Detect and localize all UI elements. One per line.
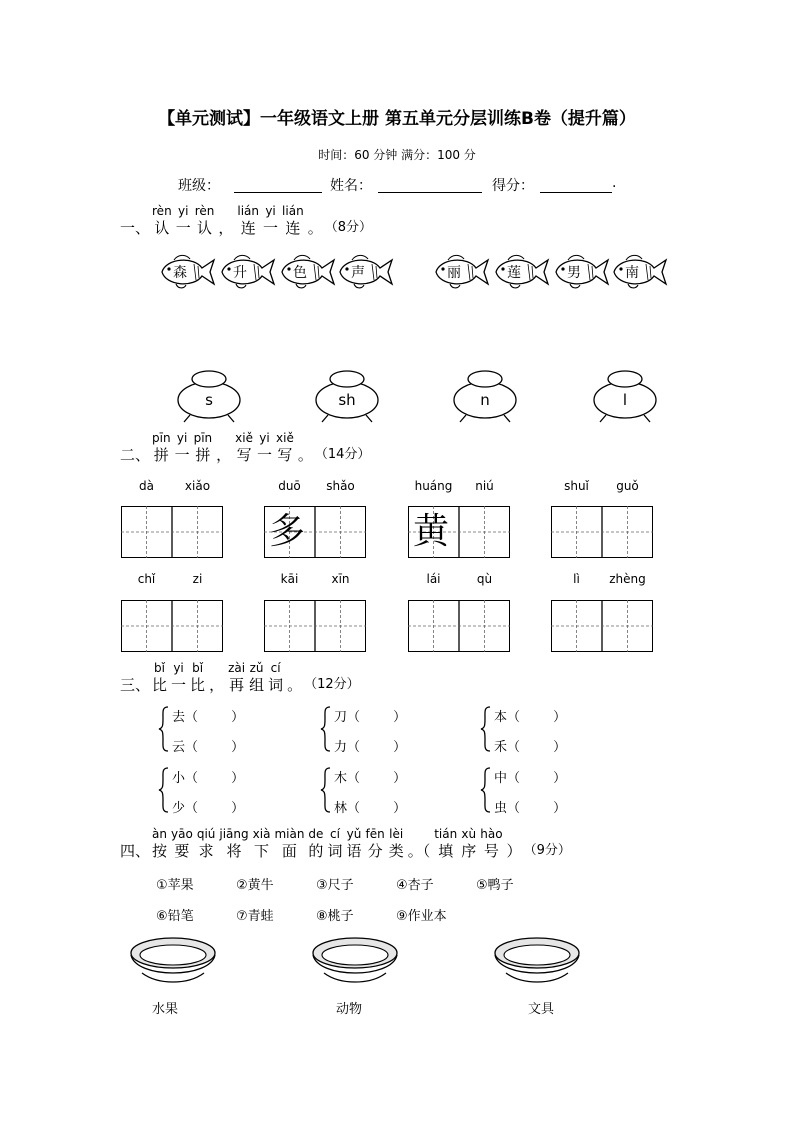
pair-line xyxy=(172,797,244,816)
word-item[interactable]: ⑥铅笔 xyxy=(156,909,194,924)
heading-char: 号 xyxy=(483,842,499,860)
pinyin-syllable: pīn xyxy=(152,431,171,445)
heading-char: 一 xyxy=(257,446,273,464)
fish-card[interactable] xyxy=(276,250,338,294)
fish-character: 莲 xyxy=(507,265,521,281)
fish-card[interactable] xyxy=(216,250,278,294)
heading-char: 拼 xyxy=(195,446,211,464)
heading-char: 词 xyxy=(327,842,343,860)
bowl-icon xyxy=(492,933,582,987)
answer-paren[interactable]: （ ） xyxy=(347,801,407,816)
fish-card[interactable] xyxy=(608,250,670,294)
pinyin-syllable: yi xyxy=(173,661,184,675)
pair-line xyxy=(494,736,566,755)
pair-char: 林 xyxy=(334,801,348,816)
section-4-heading xyxy=(120,826,571,860)
category-label: 文具 xyxy=(528,1002,555,1017)
pinyin-syllable: hào xyxy=(480,827,503,841)
pinyin-syllable: tián xyxy=(434,827,458,841)
class-label: 班级： xyxy=(178,178,220,194)
grid-pinyin: huáng xyxy=(414,479,453,493)
pinyin-syllable: cí xyxy=(270,661,281,675)
section-number: 一、 xyxy=(120,219,151,237)
pinyin-syllable: xià xyxy=(252,827,271,841)
fish-icon xyxy=(550,250,612,294)
pot-card[interactable] xyxy=(592,368,658,424)
heading-char: 一 xyxy=(175,219,191,237)
writing-grid[interactable] xyxy=(551,506,653,558)
pair-line xyxy=(334,706,406,725)
pinyin-syllable: yi xyxy=(177,204,189,218)
pinyin-syllable: xù xyxy=(461,827,477,841)
answer-paren[interactable]: （ ） xyxy=(507,771,567,786)
word-item[interactable]: ⑧桃子 xyxy=(316,909,354,924)
name-label: 姓名： xyxy=(330,178,372,194)
grid-lines xyxy=(408,600,510,652)
heading-char: 认 xyxy=(154,219,170,237)
pair-char: 木 xyxy=(334,771,348,786)
grid-pinyin: xiǎo xyxy=(184,479,211,493)
pinyin-syllable: rèn xyxy=(194,204,215,218)
answer-paren[interactable]: （ ） xyxy=(185,740,245,755)
section-score: （12分） xyxy=(304,677,360,692)
heading-char: 要 xyxy=(174,842,190,860)
word-item[interactable]: ⑦青蛙 xyxy=(236,909,274,924)
fish-icon xyxy=(334,250,396,294)
grid-lines xyxy=(551,600,653,652)
answer-paren[interactable]: （ ） xyxy=(507,740,567,755)
grid-pinyin: shuǐ xyxy=(564,479,589,493)
heading-char: 再 xyxy=(229,676,245,694)
answer-paren[interactable]: （ ） xyxy=(347,710,407,725)
page-subtitle: 时间：60 分钟 满分：100 分 xyxy=(318,148,476,162)
pair-char: 虫 xyxy=(494,801,508,816)
brace-icon xyxy=(480,706,492,752)
grid-pinyin: chǐ xyxy=(137,572,156,586)
page-title: 【单元测试】一年级语文上册 第五单元分层训练B卷（提升篇） xyxy=(158,109,636,129)
writing-grid[interactable] xyxy=(121,506,223,558)
pinyin-syllable: yi xyxy=(259,431,270,445)
class-blank[interactable] xyxy=(234,176,322,193)
word-item[interactable]: ①苹果 xyxy=(156,878,194,893)
heading-char: ， xyxy=(216,446,232,464)
heading-char: 。 xyxy=(297,446,313,464)
writing-grid[interactable] xyxy=(408,506,510,558)
heading-char: 将 xyxy=(226,842,242,860)
word-item[interactable]: ③尺子 xyxy=(316,878,354,893)
section-2-heading xyxy=(120,430,370,464)
brace-icon xyxy=(320,767,332,813)
grid-pinyin: zi xyxy=(192,572,203,586)
name-blank[interactable] xyxy=(378,176,482,193)
pair-line xyxy=(172,767,244,786)
fish-character: 南 xyxy=(625,265,639,281)
pair-char: 小 xyxy=(172,771,186,786)
grid-lines xyxy=(121,506,223,558)
pair-line xyxy=(334,797,406,816)
word-item[interactable]: ②黄牛 xyxy=(236,878,274,893)
fish-icon xyxy=(430,250,492,294)
fish-card[interactable] xyxy=(334,250,396,294)
pinyin-syllable: rèn xyxy=(152,204,172,218)
fish-icon xyxy=(276,250,338,294)
grid-pinyin: lái xyxy=(426,572,441,586)
heading-char: 比 xyxy=(190,676,206,694)
writing-grid[interactable] xyxy=(264,600,366,652)
info-end: . xyxy=(612,175,617,191)
initial-label: s xyxy=(205,391,213,409)
section-number: 二、 xyxy=(120,446,151,464)
fish-card[interactable] xyxy=(550,250,612,294)
heading-char: 一 xyxy=(171,676,187,694)
pair-char: 少 xyxy=(172,801,186,816)
grid-pinyin: kāi xyxy=(280,572,299,586)
answer-paren[interactable]: （ ） xyxy=(347,771,407,786)
fish-character: 声 xyxy=(351,265,365,281)
pinyin-syllable: bǐ xyxy=(192,661,204,675)
grid-pinyin: duō xyxy=(278,479,301,493)
pair-char: 本 xyxy=(494,710,508,725)
heading-char: 一 xyxy=(263,219,279,237)
answer-paren[interactable]: （ ） xyxy=(347,740,407,755)
pinyin-syllable: lián xyxy=(237,204,260,218)
pair-line xyxy=(334,736,406,755)
pinyin-syllable: cí xyxy=(329,827,340,841)
answer-paren[interactable]: （ ） xyxy=(185,771,245,786)
heading-char: ） xyxy=(506,842,522,860)
score-blank[interactable] xyxy=(540,176,612,193)
initial-label: n xyxy=(480,391,490,409)
word-item[interactable]: ④杏子 xyxy=(396,878,434,893)
heading-char: 连 xyxy=(285,219,301,237)
pair-line xyxy=(172,706,244,725)
pair-char: 云 xyxy=(172,740,186,755)
fish-character: 色 xyxy=(293,265,307,281)
heading-char: 求 xyxy=(198,842,214,860)
heading-char: 拼 xyxy=(153,446,169,464)
grid-pinyin: niú xyxy=(475,479,494,493)
section-score: （9分） xyxy=(523,843,571,858)
heading-char: 按 xyxy=(152,842,168,860)
pair-char: 去 xyxy=(172,710,186,725)
answer-paren[interactable]: （ ） xyxy=(185,801,245,816)
section-score: （14分） xyxy=(314,447,371,462)
pair-line xyxy=(494,767,566,786)
pinyin-syllable: xiě xyxy=(276,431,294,445)
writing-grid[interactable] xyxy=(264,506,366,558)
category-label: 动物 xyxy=(336,1002,363,1017)
initial-label: l xyxy=(622,391,628,409)
grid-pinyin: qù xyxy=(476,572,493,586)
grid-lines xyxy=(121,600,223,652)
grid-pinyin: dà xyxy=(139,479,154,493)
heading-char: 。 xyxy=(287,676,303,694)
heading-char: 词 xyxy=(268,676,284,694)
fish-character: 丽 xyxy=(447,265,461,281)
heading-char: 一 xyxy=(174,446,190,464)
heading-char: 语 xyxy=(346,842,362,860)
grid-pinyin: shǎo xyxy=(326,479,355,493)
category-label: 水果 xyxy=(152,1002,179,1017)
fish-icon xyxy=(156,250,218,294)
category-bowl[interactable] xyxy=(128,933,218,987)
word-item[interactable]: ⑤鸭子 xyxy=(476,878,514,893)
heading-char: 填 xyxy=(438,842,454,860)
pinyin-syllable: de xyxy=(308,827,324,841)
pinyin-syllable: yāo xyxy=(171,827,193,841)
pinyin-syllable: àn xyxy=(152,827,167,841)
pinyin-syllable: xiě xyxy=(235,431,253,445)
pair-char: 禾 xyxy=(494,740,508,755)
pair-char: 中 xyxy=(494,771,508,786)
heading-char: 比 xyxy=(152,676,168,694)
fish-icon xyxy=(216,250,278,294)
word-item[interactable]: ⑨作业本 xyxy=(396,909,447,924)
fish-card[interactable] xyxy=(490,250,552,294)
answer-paren[interactable]: （ ） xyxy=(185,710,245,725)
heading-char: ， xyxy=(218,219,234,237)
category-bowl[interactable] xyxy=(492,933,582,987)
fish-character: 升 xyxy=(233,265,247,281)
fish-character: 森 xyxy=(173,265,187,281)
section-number: 三、 xyxy=(120,676,151,694)
heading-char: ， xyxy=(209,676,225,694)
grid-character: 黄 xyxy=(413,511,450,552)
writing-grid[interactable] xyxy=(121,600,223,652)
brace-icon xyxy=(158,706,170,752)
pair-line xyxy=(334,767,406,786)
pot-card[interactable] xyxy=(314,368,380,424)
pinyin-syllable: fēn xyxy=(365,827,385,841)
heading-char: 组 xyxy=(249,676,265,694)
heading-char: 下 xyxy=(254,842,270,860)
pair-line xyxy=(494,706,566,725)
section-number: 四、 xyxy=(120,842,151,860)
fish-character: 男 xyxy=(567,265,581,281)
pinyin-syllable: yi xyxy=(176,431,188,445)
heading-char: 认 xyxy=(197,219,213,237)
answer-paren[interactable]: （ ） xyxy=(507,710,567,725)
heading-char: 类 xyxy=(388,842,404,860)
heading-char: 。 xyxy=(307,219,323,237)
heading-char: 写 xyxy=(277,446,293,464)
heading-char: 连 xyxy=(240,219,256,237)
heading-char: 写 xyxy=(236,446,252,464)
brace-icon xyxy=(480,767,492,813)
pinyin-syllable: pīn xyxy=(193,431,213,445)
pinyin-syllable: yǔ xyxy=(346,827,362,841)
writing-grid[interactable] xyxy=(551,600,653,652)
pinyin-syllable: jiāng xyxy=(219,827,249,841)
pair-char: 刀 xyxy=(334,710,348,725)
initial-label: sh xyxy=(338,391,356,409)
fish-card[interactable] xyxy=(430,250,492,294)
pinyin-syllable: miàn xyxy=(274,827,305,841)
pinyin-syllable: lèi xyxy=(389,827,404,841)
pinyin-syllable: qiú xyxy=(196,827,216,841)
pinyin-syllable: zǔ xyxy=(249,661,264,675)
grid-lines xyxy=(551,506,653,558)
bowl-icon xyxy=(310,933,400,987)
category-bowl[interactable] xyxy=(310,933,400,987)
fish-icon xyxy=(608,250,670,294)
score-label: 得分： xyxy=(492,178,534,194)
grid-pinyin: lì xyxy=(573,572,580,586)
pinyin-syllable: zài xyxy=(228,661,246,675)
fish-card[interactable] xyxy=(156,250,218,294)
grid-pinyin: zhèng xyxy=(609,572,646,586)
fish-icon xyxy=(490,250,552,294)
section-3-heading xyxy=(120,660,360,694)
pinyin-syllable: lián xyxy=(282,204,304,218)
heading-char: 序 xyxy=(461,842,477,860)
grid-pinyin: xīn xyxy=(331,572,350,586)
grid-lines xyxy=(264,600,366,652)
pot-card[interactable] xyxy=(452,368,518,424)
bowl-icon xyxy=(128,933,218,987)
brace-icon xyxy=(158,767,170,813)
section-score: （8分） xyxy=(324,220,372,235)
pair-char: 力 xyxy=(334,740,348,755)
pair-line xyxy=(494,797,566,816)
heading-char: 分 xyxy=(367,842,383,860)
heading-char: 。（ xyxy=(407,842,431,860)
pinyin-syllable: bǐ xyxy=(154,661,165,675)
grid-pinyin: guǒ xyxy=(616,479,639,493)
brace-icon xyxy=(320,706,332,752)
pair-line xyxy=(172,736,244,755)
answer-paren[interactable]: （ ） xyxy=(507,801,567,816)
grid-character: 多 xyxy=(269,511,306,552)
pinyin-syllable: yi xyxy=(265,204,276,218)
heading-char: 的 xyxy=(308,842,324,860)
section-1-heading xyxy=(120,203,372,237)
pot-card[interactable] xyxy=(176,368,242,424)
heading-char: 面 xyxy=(281,842,297,860)
writing-grid[interactable] xyxy=(408,600,510,652)
